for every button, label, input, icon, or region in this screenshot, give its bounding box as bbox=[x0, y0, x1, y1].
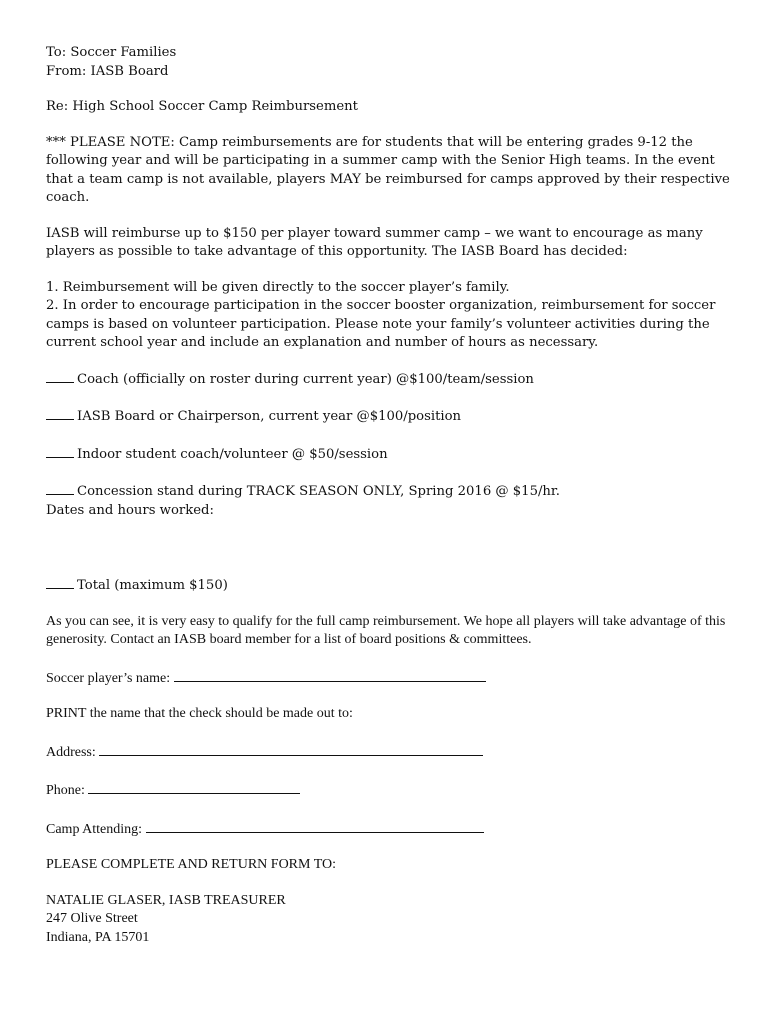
from-line: From: IASB Board bbox=[46, 63, 169, 79]
player-name-input[interactable] bbox=[174, 667, 486, 682]
camp-label: Camp Attending: bbox=[46, 821, 143, 837]
camp-field bbox=[46, 818, 736, 840]
memo-header bbox=[46, 44, 736, 117]
option-concession-label: Concession stand during TRACK SEASON ONLY, Spring 2016 @ $15/hr. bbox=[77, 484, 560, 499]
camp-input[interactable] bbox=[146, 818, 484, 833]
street-line: 247 Olive Street bbox=[46, 911, 138, 926]
reimbursement-form bbox=[46, 44, 736, 947]
rule-item: 2. In order to encourage participation in the soccer booster organization, reimbursement for soccer camps is based on volunteer participation. Please note your family’s volunteer activities during the current school year and include an explanation and number of hours as necessary. bbox=[46, 298, 716, 350]
rule-item: 1. Reimbursement will be given directly to the soccer player’s family. bbox=[46, 279, 510, 295]
option-coach bbox=[46, 370, 736, 390]
address-label: Address: bbox=[46, 744, 96, 760]
option-total-label: Total (maximum $150) bbox=[77, 578, 228, 593]
to-line: To: Soccer Families bbox=[46, 45, 177, 60]
please-note-paragraph: *** PLEASE NOTE: Camp reimbursements are for students that will be entering grades 9-12 the following year and will be participating in a summer camp with the Senior High teams. In the event that a team camp is not available, players MAY be reimbursed for camps approved by their respective coach. bbox=[46, 134, 730, 205]
option-concession bbox=[46, 482, 736, 520]
treasurer-name: NATALIE GLASER, IASB TREASURER bbox=[46, 892, 286, 908]
option-coach-label: Coach (officially on roster during current year) @$100/team/session bbox=[77, 371, 534, 387]
rules-list bbox=[46, 279, 736, 353]
option-indoor bbox=[46, 445, 736, 465]
concession-blank[interactable] bbox=[46, 482, 74, 495]
option-board bbox=[46, 407, 736, 427]
dates-hours-label: Dates and hours worked: bbox=[46, 502, 214, 518]
city-line: Indiana, PA 15701 bbox=[46, 929, 150, 945]
option-total bbox=[46, 576, 736, 596]
board-blank[interactable] bbox=[46, 407, 74, 420]
phone-field bbox=[46, 779, 736, 801]
option-board-label: IASB Board or Chairperson, current year @$100/position bbox=[77, 409, 462, 424]
player-name-field bbox=[46, 667, 736, 689]
return-instruction: PLEASE COMPLETE AND RETURN FORM TO: bbox=[46, 857, 337, 872]
print-name-field: PRINT the name that the check should be made out to: bbox=[46, 706, 353, 721]
option-indoor-label: Indoor student coach/volunteer @ $50/session bbox=[77, 446, 388, 462]
dates-hours-area[interactable] bbox=[46, 520, 736, 576]
phone-label: Phone: bbox=[46, 783, 85, 798]
closing-paragraph: As you can see, it is very easy to qualify for the full camp reimbursement. We hope all players will take advantage of this generosity. Contact an IASB board member for a list of board positions & committees. bbox=[46, 613, 726, 647]
phone-input[interactable] bbox=[88, 779, 300, 794]
return-address bbox=[46, 892, 736, 948]
subject-line: Re: High School Soccer Camp Reimbursement bbox=[46, 99, 358, 114]
coach-blank[interactable] bbox=[46, 370, 74, 383]
address-input[interactable] bbox=[99, 741, 483, 756]
player-name-label: Soccer player’s name: bbox=[46, 670, 171, 686]
indoor-blank[interactable] bbox=[46, 445, 74, 458]
address-field bbox=[46, 741, 736, 763]
intro-paragraph: IASB will reimburse up to $150 per player toward summer camp – we want to encourage as many players as possible to take advantage of this opportunity. The IASB Board has decided: bbox=[46, 225, 703, 259]
total-blank[interactable] bbox=[46, 576, 74, 589]
